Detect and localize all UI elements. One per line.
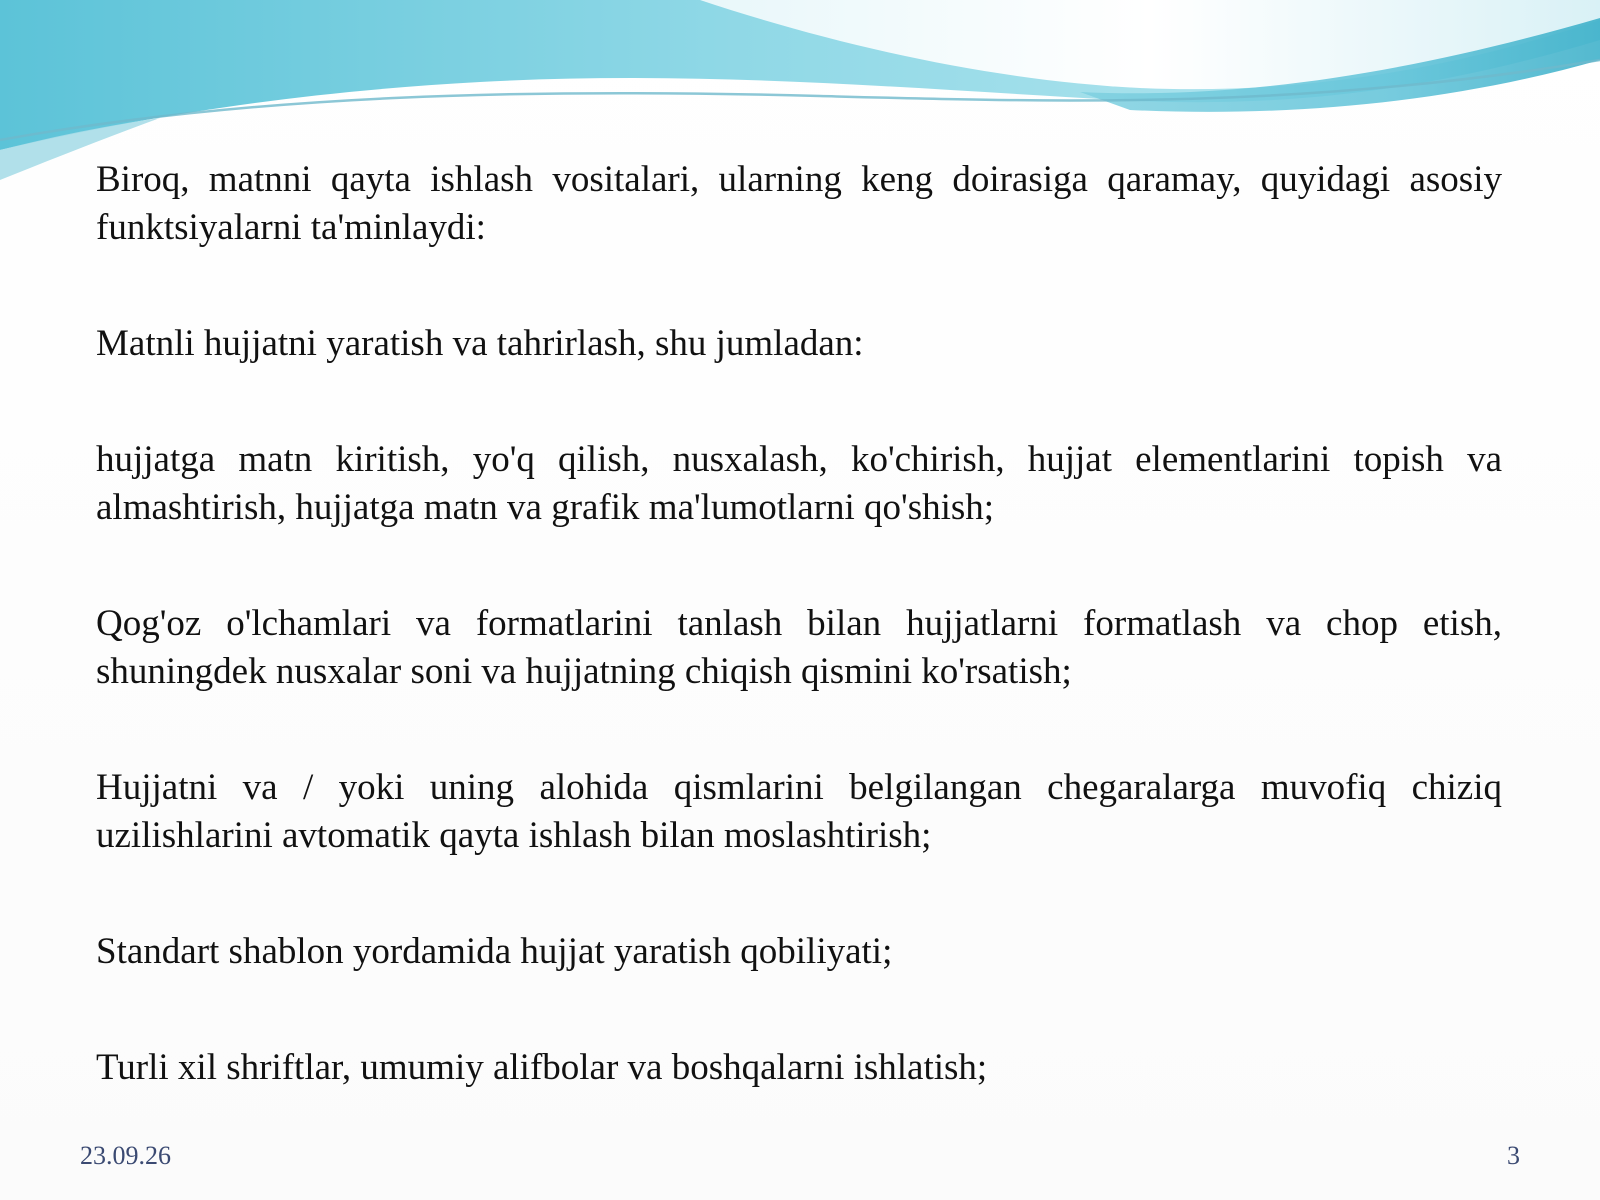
footer-date: 23.09.26: [80, 1141, 171, 1170]
paragraph-text-input: hujjatga matn kiritish, yo'q qilish, nusxalash, ko'chirish, hujjat elementlarini topish va almashtirish, hujjatga matn va grafik ma'lumotlarni qo'shish;: [96, 439, 1502, 528]
paragraph-fonts: Turli xil shriftlar, umumiy alifbolar va boshqalarni ishlatish;: [96, 1047, 988, 1088]
paragraph-intro: Biroq, matnni qayta ishlash vositalari, ularning keng doirasiga qaramay, quyidagi asosiy funktsiyalarni ta'minlaydi:: [96, 159, 1502, 248]
paragraph-create-edit: Matnli hujjatni yaratish va tahrirlash, shu jumladan:: [96, 323, 864, 364]
paragraph-line-breaks: Hujjatni va / yoki uning alohida qismlarini belgilangan chegaralarga muvofiq chiziq uzilishlarini avtomatik qayta ishlash bilan moslashtirish;: [96, 767, 1502, 856]
slide-content: [96, 156, 1502, 1092]
paragraph-templates: Standart shablon yordamida hujjat yaratish qobiliyati;: [96, 931, 893, 972]
paragraph-formatting-printing: Qog'oz o'lchamlari va formatlarini tanlash bilan hujjatlarni formatlash va chop etish, shuningdek nusxalar soni va hujjatning chiqish qismini ko'rsatish;: [96, 603, 1502, 692]
slide-page-number: 3: [1507, 1141, 1520, 1170]
